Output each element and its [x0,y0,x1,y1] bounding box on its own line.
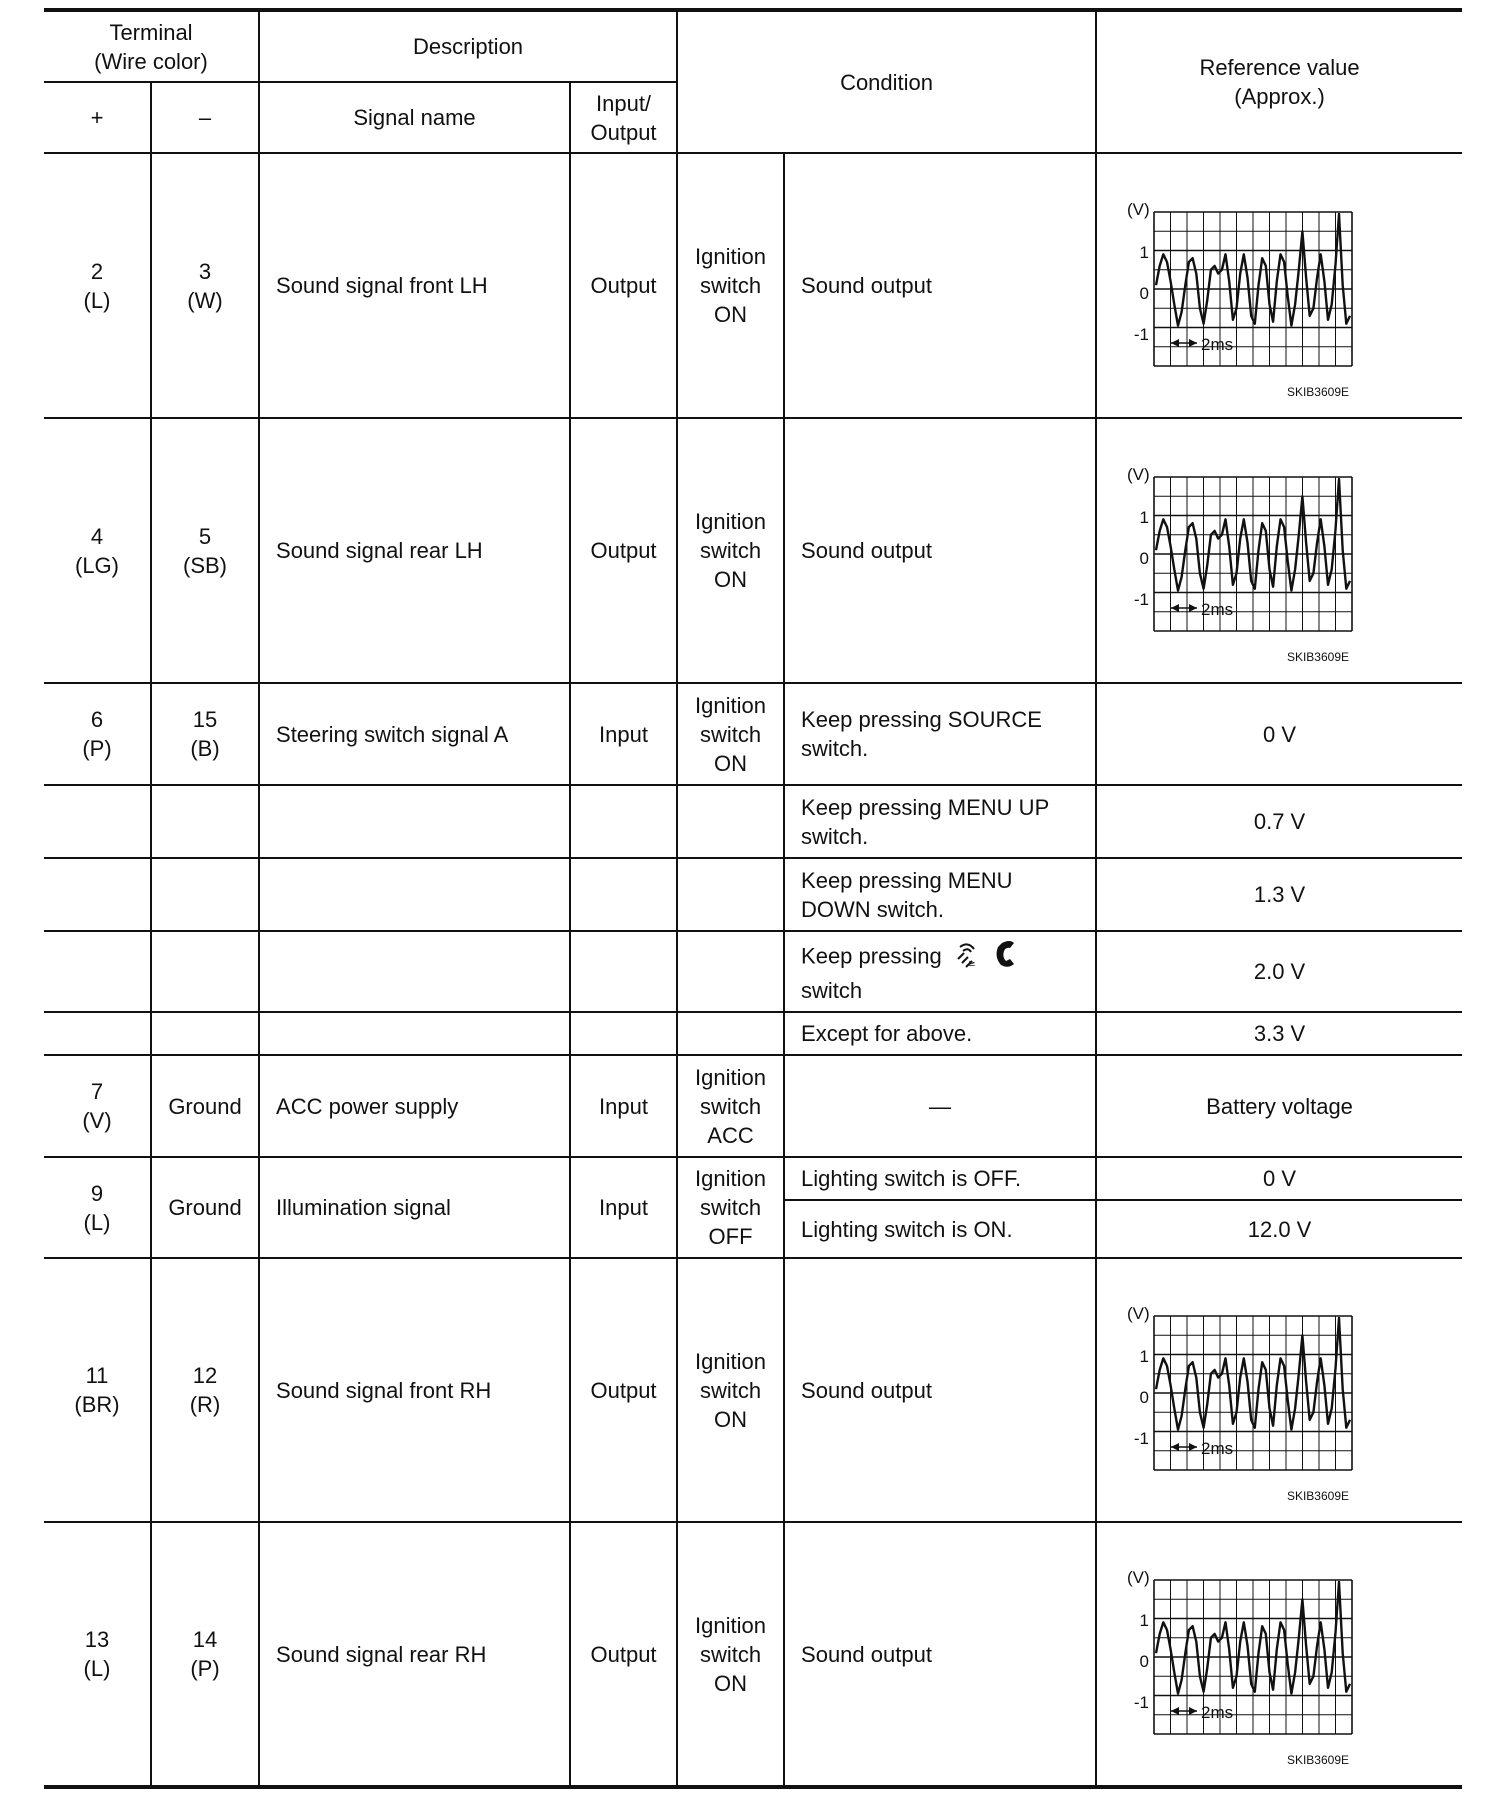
reference-value: 1.3 V [1096,858,1462,931]
minus-terminal: 15 (B) [151,683,259,785]
oscilloscope-waveform [1097,433,1407,669]
table-row [44,418,1462,683]
oscilloscope-waveform [1097,1536,1407,1772]
io-direction: Input [570,1157,677,1258]
scope-tick-1: 1 [1139,242,1150,262]
signal-name: Sound signal rear LH [259,418,570,683]
oscilloscope-waveform [1097,168,1407,404]
ignition-state: Ignition switch ON [677,683,784,785]
reference-value: 3.3 V [1096,1012,1462,1055]
figure-code: SKIB3609E [1287,1753,1350,1767]
minus-terminal: 3 (W) [151,153,259,418]
ignition-state: Ignition switch ON [677,1522,784,1787]
scope-tick-1: 1 [1139,1611,1150,1630]
reference-value [1096,1258,1462,1522]
signal-name: Sound signal rear RH [259,1522,570,1787]
ignition-state: Ignition switch OFF [677,1157,784,1258]
plus-terminal: 11 (BR) [44,1258,151,1522]
signal-name: Steering switch signal A [259,683,570,785]
io-direction: Output [570,418,677,683]
condition: Sound output [784,418,1096,683]
condition: Except for above. [784,1012,1096,1055]
reference-value: 12.0 V [1096,1200,1462,1258]
scope-tick-0: 0 [1139,1388,1150,1407]
signal-name: Sound signal front LH [259,153,570,418]
table-row [44,683,1462,785]
io-header: Input/ Output [570,82,677,153]
reference-value: 0 V [1096,1157,1462,1200]
figure-code: SKIB3609E [1287,1489,1350,1503]
scope-tick-0: 0 [1139,283,1150,303]
table-row [44,858,1462,931]
voice-phone-icon [954,939,1024,976]
scope-tick-0: 0 [1139,1652,1150,1671]
oscilloscope-waveform [1097,1272,1407,1508]
condition: — [784,1055,1096,1157]
time-division-arrow [1171,604,1197,612]
io-direction: Output [570,1522,677,1787]
ignition-state: Ignition switch ON [677,153,784,418]
condition: Sound output [784,1522,1096,1787]
condition: Lighting switch is ON. [784,1200,1096,1258]
terminal-header: Terminal (Wire color) [44,10,259,82]
io-direction: Output [570,153,677,418]
time-division-label: 2ms [1201,1703,1234,1722]
signal-name: Sound signal front RH [259,1258,570,1522]
reference-value: Battery voltage [1096,1055,1462,1157]
plus-terminal: 13 (L) [44,1522,151,1787]
minus-terminal: 14 (P) [151,1522,259,1787]
terminal-reference-table [44,8,1462,1789]
plus-terminal: 6 (P) [44,683,151,785]
table-row [44,1055,1462,1157]
scope-unit-label: (V) [1127,464,1150,484]
scope-unit-label: (V) [1127,1304,1150,1323]
table-row [44,1012,1462,1055]
signal-name: Illumination signal [259,1157,570,1258]
signal-name-header: Signal name [259,82,570,153]
table-row [44,1522,1462,1787]
io-direction: Input [570,1055,677,1157]
minus-terminal: 12 (R) [151,1258,259,1522]
reference-value [1096,1522,1462,1787]
figure-code: SKIB3609E [1287,384,1350,399]
condition: Keep pressing SOURCE switch. [784,683,1096,785]
scope-unit-label: (V) [1127,199,1150,219]
plus-terminal: 4 (LG) [44,418,151,683]
table-row [44,1258,1462,1522]
time-division-arrow [1171,339,1197,347]
scope-tick-minus1: -1 [1133,324,1150,344]
ignition-state: Ignition switch ON [677,1258,784,1522]
plus-terminal: 7 (V) [44,1055,151,1157]
reference-value: 2.0 V [1096,931,1462,1012]
condition: Sound output [784,1258,1096,1522]
minus-header: – [151,82,259,153]
signal-name: ACC power supply [259,1055,570,1157]
scope-tick-minus1: -1 [1133,1693,1150,1712]
table-row [44,153,1462,418]
time-division-label: 2ms [1201,334,1234,354]
description-header: Description [259,10,677,82]
table-row [44,1157,1462,1200]
io-direction: Output [570,1258,677,1522]
time-division-label: 2ms [1201,1439,1234,1458]
reference-value: 0.7 V [1096,785,1462,858]
scope-tick-0: 0 [1139,548,1150,568]
time-division-arrow [1171,1443,1197,1451]
ignition-state: Ignition switch ON [677,418,784,683]
reference-value [1096,418,1462,683]
plus-header: + [44,82,151,153]
condition: Sound output [784,153,1096,418]
time-division-arrow [1171,1707,1197,1715]
condition: Keep pressing MENU UP switch. [784,785,1096,858]
reference-value: 0 V [1096,683,1462,785]
table-row [44,931,1462,1012]
io-direction: Input [570,683,677,785]
minus-terminal: Ground [151,1055,259,1157]
minus-terminal: Ground [151,1157,259,1258]
figure-code: SKIB3609E [1287,649,1350,664]
scope-tick-1: 1 [1139,1347,1150,1366]
svg-text:≥: ≥ [967,958,976,969]
condition: Keep pressing MENU DOWN switch. [784,858,1096,931]
scope-tick-minus1: -1 [1133,1429,1150,1448]
condition-header: Condition [677,10,1096,153]
plus-terminal: 9 (L) [44,1157,151,1258]
table-row [44,785,1462,858]
reference-value [1096,153,1462,418]
ignition-state: Ignition switch ACC [677,1055,784,1157]
condition: Lighting switch is OFF. [784,1157,1096,1200]
time-division-label: 2ms [1201,599,1234,619]
minus-terminal: 5 (SB) [151,418,259,683]
plus-terminal: 2 (L) [44,153,151,418]
scope-unit-label: (V) [1127,1568,1150,1587]
scope-tick-1: 1 [1139,507,1150,527]
scope-tick-minus1: -1 [1133,589,1150,609]
reference-header: Reference value (Approx.) [1096,10,1462,153]
condition: Keep pressing ≥ switch [784,931,1096,1012]
